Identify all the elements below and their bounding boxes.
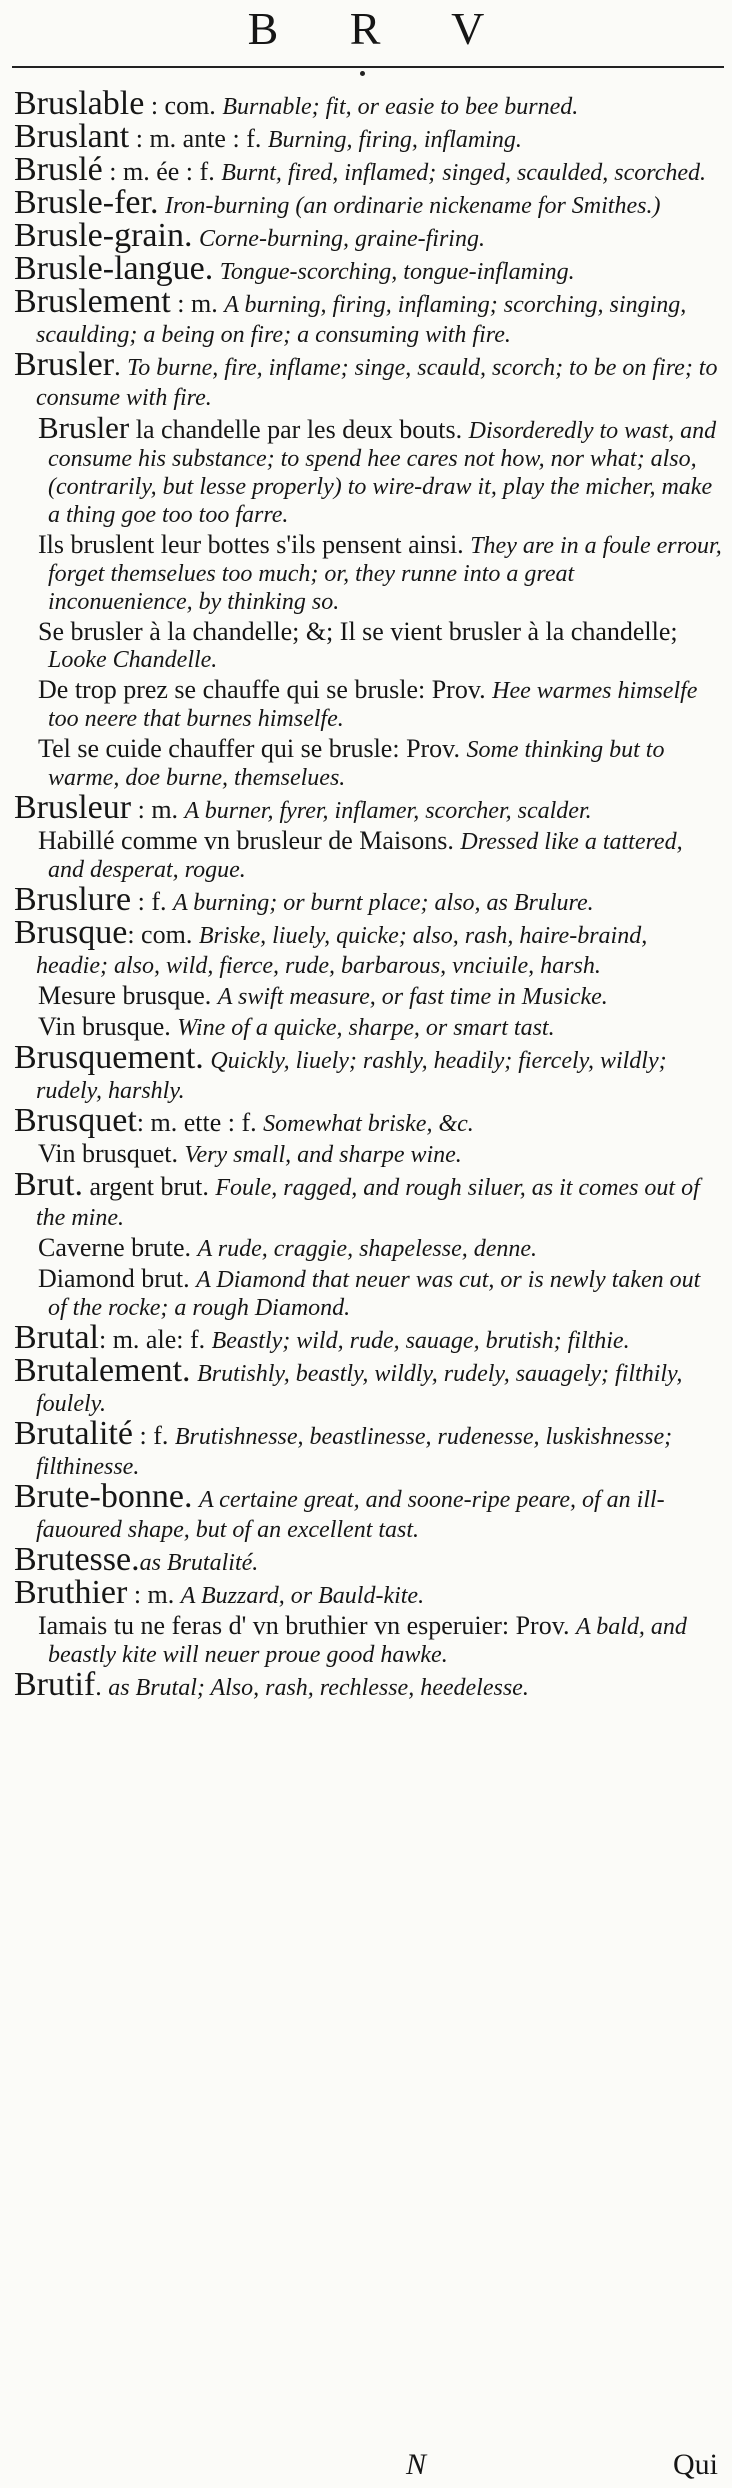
english-gloss: Briske, liuely, quicke; also, rash, haire-braind, headie; also, wild, fierce, rude, barbarous, vnciuile, harsh. [36, 923, 648, 979]
dictionary-entry [12, 1415, 724, 1481]
english-gloss: Hee warmes himselfe too neere that burnes himselfe. [48, 678, 698, 732]
english-gloss: They are in a foule errour, forget themselues too much; or, they runne into a great inconuenience, by thinking so. [48, 533, 722, 615]
english-gloss: A burner, fyrer, inflamer, scorcher, scalder. [184, 798, 592, 824]
sub-entry [12, 531, 724, 616]
dictionary-entry [12, 1541, 724, 1578]
headword: Brusque [14, 914, 128, 951]
english-gloss: Tongue-scorching, tongue-inflaming. [219, 259, 575, 285]
french-text: : com. [127, 920, 199, 949]
headword: Brusquet [14, 1102, 137, 1139]
dictionary-entry [12, 118, 724, 155]
sub-entry [12, 1140, 724, 1169]
headword: Brutesse. [14, 1541, 140, 1578]
french-text: Ils bruslent leur bottes s'ils pensent ainsi. [38, 530, 471, 559]
headword: Bruslant [14, 118, 130, 155]
catchword: Qui [673, 2448, 718, 2481]
english-gloss: Very small, and sharpe wine. [184, 1142, 462, 1168]
english-gloss: A Diamond that neuer was cut, or is newly taken out of the rocke; a rough Diamond. [48, 1267, 701, 1321]
dictionary-entry [12, 283, 724, 349]
english-gloss: Somewhat briske, &c. [263, 1111, 474, 1137]
sub-entry [12, 1612, 724, 1669]
english-gloss: Some thinking but to warme, doe burne, themselues. [48, 737, 665, 791]
english-gloss: Burnable; fit, or easie to bee burned. [222, 94, 579, 120]
english-gloss: A bald, and beastly kite will neuer proue good hawke. [48, 1614, 687, 1668]
sub-entry [12, 1265, 724, 1322]
headword: Brusler [14, 346, 115, 383]
header-rule [12, 66, 724, 68]
sub-entry [12, 1234, 724, 1263]
dictionary-entry [12, 1102, 724, 1139]
headword: Brusler [38, 410, 130, 445]
french-text: . [114, 352, 128, 381]
english-gloss: Foule, ragged, and rough siluer, as it comes out of the mine. [36, 1175, 700, 1231]
french-text: : m. ée : f. [102, 157, 222, 186]
french-text: Habillé comme vn brusleur de Maisons. [38, 826, 461, 855]
french-text: Diamond brut. [38, 1264, 197, 1293]
sub-entry [12, 982, 724, 1011]
dictionary-entry [12, 1666, 724, 1703]
sub-entry [12, 410, 724, 529]
english-gloss: A burning, firing, inflaming; scorching, singing, scaulding; a being on fire; a consuming with fire. [36, 292, 687, 348]
dictionary-entry [12, 789, 724, 826]
headword: Brut. [14, 1166, 83, 1203]
english-gloss: To burne, fire, inflame; singe, scauld, scorch; to be on fire; to consume with fire. [36, 355, 718, 411]
entry-list [12, 85, 724, 1704]
sub-entry [12, 827, 724, 884]
header-dot [360, 71, 365, 76]
dictionary-entry [12, 1166, 724, 1232]
english-gloss: as Brutalité. [139, 1550, 259, 1576]
headword: Bruslure [14, 881, 132, 918]
english-gloss: A certaine great, and soone-ripe peare, of an ill-fauoured shape, but of an excellent tast. [36, 1487, 665, 1543]
dictionary-entry [12, 217, 724, 254]
french-text: Caverne brute. [38, 1233, 198, 1262]
english-gloss: Wine of a quicke, sharpe, or smart tast. [177, 1015, 555, 1041]
dictionary-entry [12, 184, 724, 221]
dictionary-entry [12, 250, 724, 287]
english-gloss: Looke Chandelle. [48, 647, 218, 673]
french-text: : f. [132, 1421, 175, 1450]
sub-entry [12, 676, 724, 733]
english-gloss: Quickly, liuely; rashly, headily; fiercely, wildly; rudely, harshly. [36, 1048, 667, 1104]
headword: Bruslé [14, 151, 103, 188]
french-text: : m. ette : f. [136, 1108, 264, 1137]
english-gloss: Brutishly, beastly, wildly, rudely, sauagely; filthily, foulely. [36, 1361, 683, 1417]
dictionary-entry [12, 1352, 724, 1418]
dictionary-entry [12, 881, 724, 918]
english-gloss: A rude, craggie, shapelesse, denne. [197, 1236, 538, 1262]
dictionary-entry [12, 1039, 724, 1105]
french-text: : m. ale: f. [98, 1325, 212, 1354]
headword: Brutal [14, 1319, 99, 1356]
english-gloss: Corne-burning, graine-firing. [198, 226, 485, 252]
english-gloss: A Buzzard, or Bauld-kite. [180, 1583, 425, 1609]
dictionary-entry [12, 1319, 724, 1356]
french-text: Tel se cuide chauffer qui se brusle: Prov. [38, 734, 467, 763]
french-text: : m. ante : f. [129, 124, 268, 153]
sub-entry [12, 1013, 724, 1042]
french-text: Vin brusque. [38, 1012, 178, 1041]
headword: Brusleur [14, 789, 132, 826]
english-gloss: Burning, firing, inflaming. [267, 127, 522, 153]
english-gloss: Dressed like a tattered, and desperat, rogue. [48, 829, 683, 883]
french-text: la chandelle par les deux bouts. [129, 415, 469, 444]
signature-mark: N [406, 2448, 427, 2481]
french-text: Mesure brusque. [38, 981, 218, 1010]
french-text: : f. [131, 887, 173, 916]
headword: Brusquement. [14, 1039, 204, 1076]
french-text: : m. [170, 289, 225, 318]
headword: Bruthier [14, 1574, 128, 1611]
headword: Brutalité [14, 1415, 133, 1452]
page-footer [12, 2448, 724, 2484]
english-gloss: Beastly; wild, rude, sauage, brutish; filthie. [211, 1328, 630, 1354]
headword: Brusle-langue. [14, 250, 214, 287]
english-gloss: as Brutal; Also, rash, rechlesse, heedelesse. [108, 1675, 529, 1701]
headword: Brusle-fer. [14, 184, 159, 221]
french-text: argent brut. [82, 1172, 216, 1201]
sub-entry [12, 735, 724, 792]
headword: Bruslable [14, 85, 145, 122]
french-text: . [95, 1672, 109, 1701]
headword: Bruslement [14, 283, 171, 320]
dictionary-entry [12, 1478, 724, 1544]
english-gloss: Disorderedly to wast, and consume his substance; to spend hee cares not how, nor what; also, (contrarily, but lesse properly) to wire-draw it, play the micher, make a thing goe too too farre. [48, 418, 717, 528]
running-head: B R V [247, 3, 515, 54]
dictionary-entry [12, 151, 724, 188]
english-gloss: A burning; or burnt place; also, as Brulure. [172, 890, 594, 916]
sub-entry [12, 618, 724, 674]
french-text: : m. [131, 795, 185, 824]
dictionary-entry [12, 1574, 724, 1611]
french-text: Iamais tu ne feras d' vn bruthier vn esperuier: Prov. [38, 1611, 577, 1640]
french-text: : com. [144, 91, 223, 120]
headword: Brutif [14, 1666, 96, 1703]
french-text: : m. [127, 1580, 181, 1609]
english-gloss: Burnt, fired, inflamed; singed, scaulded, scorched. [221, 160, 707, 186]
headword: Brusle-grain. [14, 217, 193, 254]
french-text: Vin brusquet. [38, 1139, 185, 1168]
english-gloss: Brutishnesse, beastlinesse, rudenesse, luskishnesse; filthinesse. [36, 1424, 673, 1480]
english-gloss: Iron-burning (an ordinarie nickename for Smithes.) [164, 193, 661, 219]
headword: Brutalement. [14, 1352, 191, 1389]
dictionary-entry [12, 85, 724, 122]
french-text: De trop prez se chauffe qui se brusle: Prov. [38, 675, 493, 704]
headword: Brute-bonne. [14, 1478, 193, 1515]
french-text: Se brusler à la chandelle; &; Il se vient brusler à la chandelle; [38, 617, 678, 646]
dictionary-entry [12, 914, 724, 980]
english-gloss: A swift measure, or fast time in Musicke. [217, 984, 608, 1010]
dictionary-entry [12, 346, 724, 412]
